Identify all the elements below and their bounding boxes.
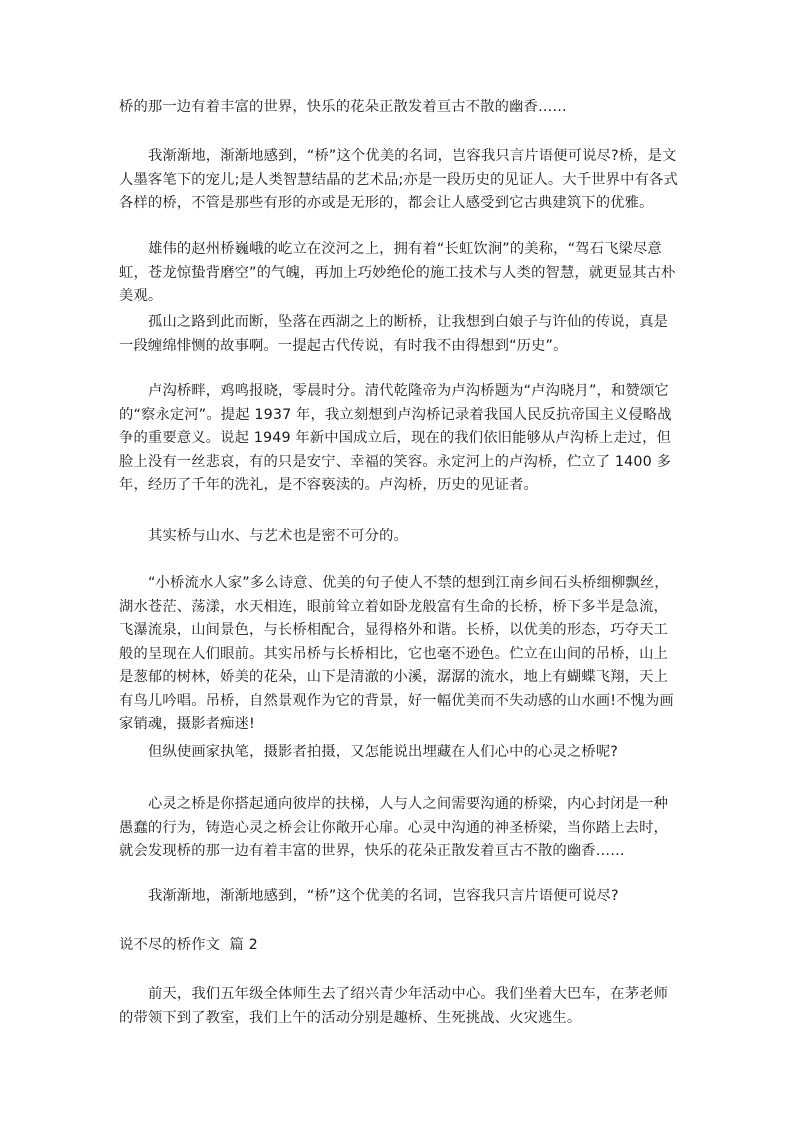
paragraph-1: 桥的那一边有着丰富的世界，快乐的花朵正散发着亘古不散的幽香…… — [119, 99, 567, 115]
paragraph-3: 雄伟的赵州桥巍峨的屹立在洨河之上，拥有着“长虹饮涧”的美称，“驾石飞梁尽意虹，苍龙惊蛰背磨空”的气魄，再加上巧妙绝伦的施工技术与人类的智慧，就更显其古朴美观。 — [119, 241, 676, 304]
paragraph-2: 我渐渐地，渐渐地感到，“桥”这个优美的名词，岂容我只言片语便可说尽?桥，是文人墨客笔下的宠儿;是人类智慧结晶的艺术品;亦是一段历史的见证人。大千世界中有各式各样的桥，不管是那些有形的亦或是无形的，都会让人感受到它古典建筑下的优雅。 — [119, 148, 678, 211]
paragraph-11: 前天，我们五年级全体师生去了绍兴青少年活动中心。我们坐着大巴车，在茅老师的带领下到了教室，我们上午的活动分别是趣桥、生死挑战、火灾逃生。 — [119, 986, 669, 1026]
paragraph-5: 卢沟桥畔，鸡鸣报晓，零晨时分。清代乾隆帝为卢沟桥题为“卢沟晓月”，和赞颂它的“察永定河”。提起 1937 年，我立刻想到卢沟桥记录着我国人民反抗帝国主义侵略战争的重要意义。说起 1949 年新中国成立后，现在的我们依旧能够从卢沟桥上走过，但脸上没有一丝悲哀，有的只是安宁、幸福的笑容。永定河上的卢沟桥，伫立了 1400 多年，经历了千年的洗礼，是不容亵渎的。卢沟桥，历史的见证者。 — [119, 383, 672, 493]
paragraph-9: 心灵之桥是你搭起通向彼岸的扶梯，人与人之间需要沟通的桥梁，内心封闭是一种愚蠢的行为，铸造心灵之桥会让你敞开心扉。心灵中沟通的神圣桥梁，当你踏上去时，就会发现桥的那一边有着丰富的世界，快乐的花朵正散发着亘古不散的幽香…… — [119, 796, 669, 859]
paragraph-10: 我渐渐地，渐渐地感到，“桥”这个优美的名词，岂容我只言片语便可说尽? — [148, 888, 619, 904]
paragraph-4: 孤山之路到此而断，坠落在西湖之上的断桥，让我想到白娘子与许仙的传说，真是一段缠绵悱恻的故事啊。一提起古代传说，有时我不由得想到“历史”。 — [119, 314, 669, 354]
paragraph-7: “小桥流水人家”多么诗意、优美的句子使人不禁的想到江南乡间石头桥细柳飘丝，湖水苍茫、荡漾，水天相连，眼前耸立着如卧龙般富有生命的长桥，桥下多半是急流，飞瀑流泉，山间景色，与长桥相配合，显得格外和谐。长桥，以优美的形态，巧夺天工般的呈现在人们眼前。其实吊桥与长桥相比，它也毫不逊色。伫立在山间的吊桥，山上是葱郁的树林，娇美的花朵，山下是清澈的小溪，潺潺的流水，地上有蝴蝶飞翔，天上有鸟儿吟唱。吊桥，自然景观作为它的背景，好一幅优美而不失动感的山水画!不愧为画家销魂，摄影者痴迷! — [119, 575, 674, 732]
paragraph-8: 但纵使画家执笔，摄影者拍摄，又怎能说出埋藏在人们心中的心灵之桥呢? — [148, 744, 619, 760]
section-heading: 说不尽的桥作文 篇 2 — [119, 937, 258, 953]
paragraph-6: 其实桥与山水、与艺术也是密不可分的。 — [148, 528, 409, 544]
